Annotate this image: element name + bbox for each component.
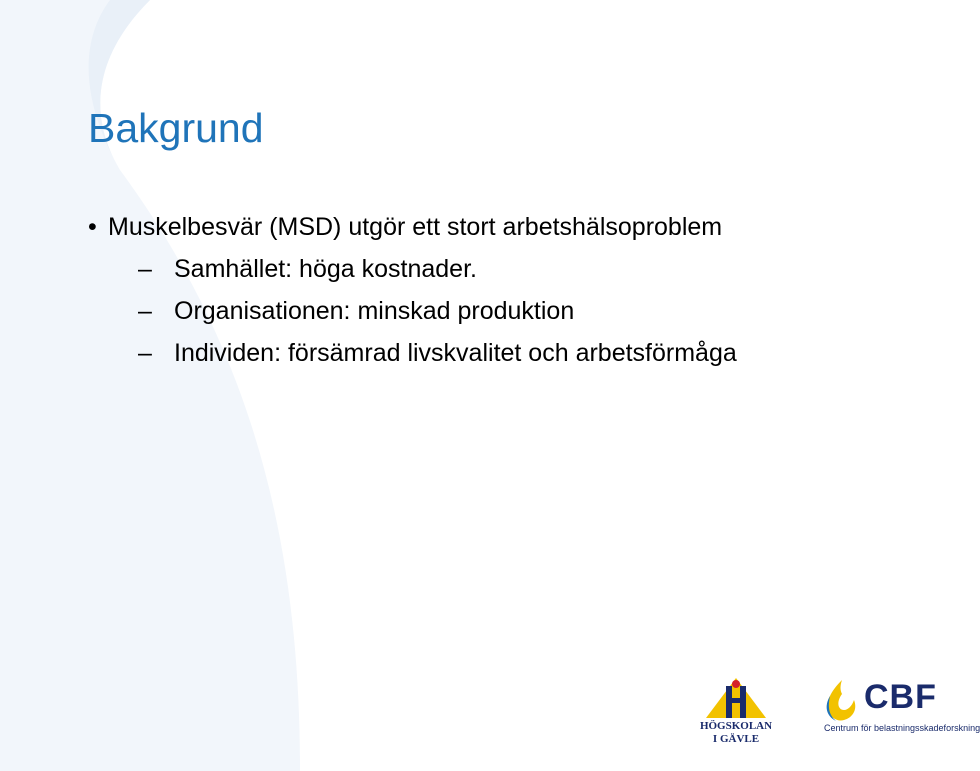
slide-title: Bakgrund [88,105,264,151]
dash-icon: – [138,297,152,325]
main-bullet [88,215,722,240]
sub-bullet-text: Organisationen: minskad produktion [174,297,575,325]
sub-bullet-text: Individen: försämrad livskvalitet och arbetsförmåga [174,339,737,367]
cbf-flame-logo-icon [822,678,862,723]
hogskolan-name-line2: I GÄVLE [712,733,760,745]
cbf-wordmark: CBF [864,678,937,716]
sub-bullet-2 [138,299,574,324]
dash-icon: – [138,255,152,283]
dash-icon: – [138,339,152,367]
bullet-dot-icon: • [88,213,97,241]
sub-bullet-1 [138,257,477,282]
cbf-tagline: Centrum för belastningsskadeforskning [824,723,980,733]
sub-bullet-3 [138,341,737,366]
sub-bullet-text: Samhället: höga kostnader. [174,255,477,283]
main-bullet-text: Muskelbesvär (MSD) utgör ett stort arbetshälsoproblem [108,213,723,241]
hogskolan-name-line1: HÖGSKOLAN [699,720,773,732]
